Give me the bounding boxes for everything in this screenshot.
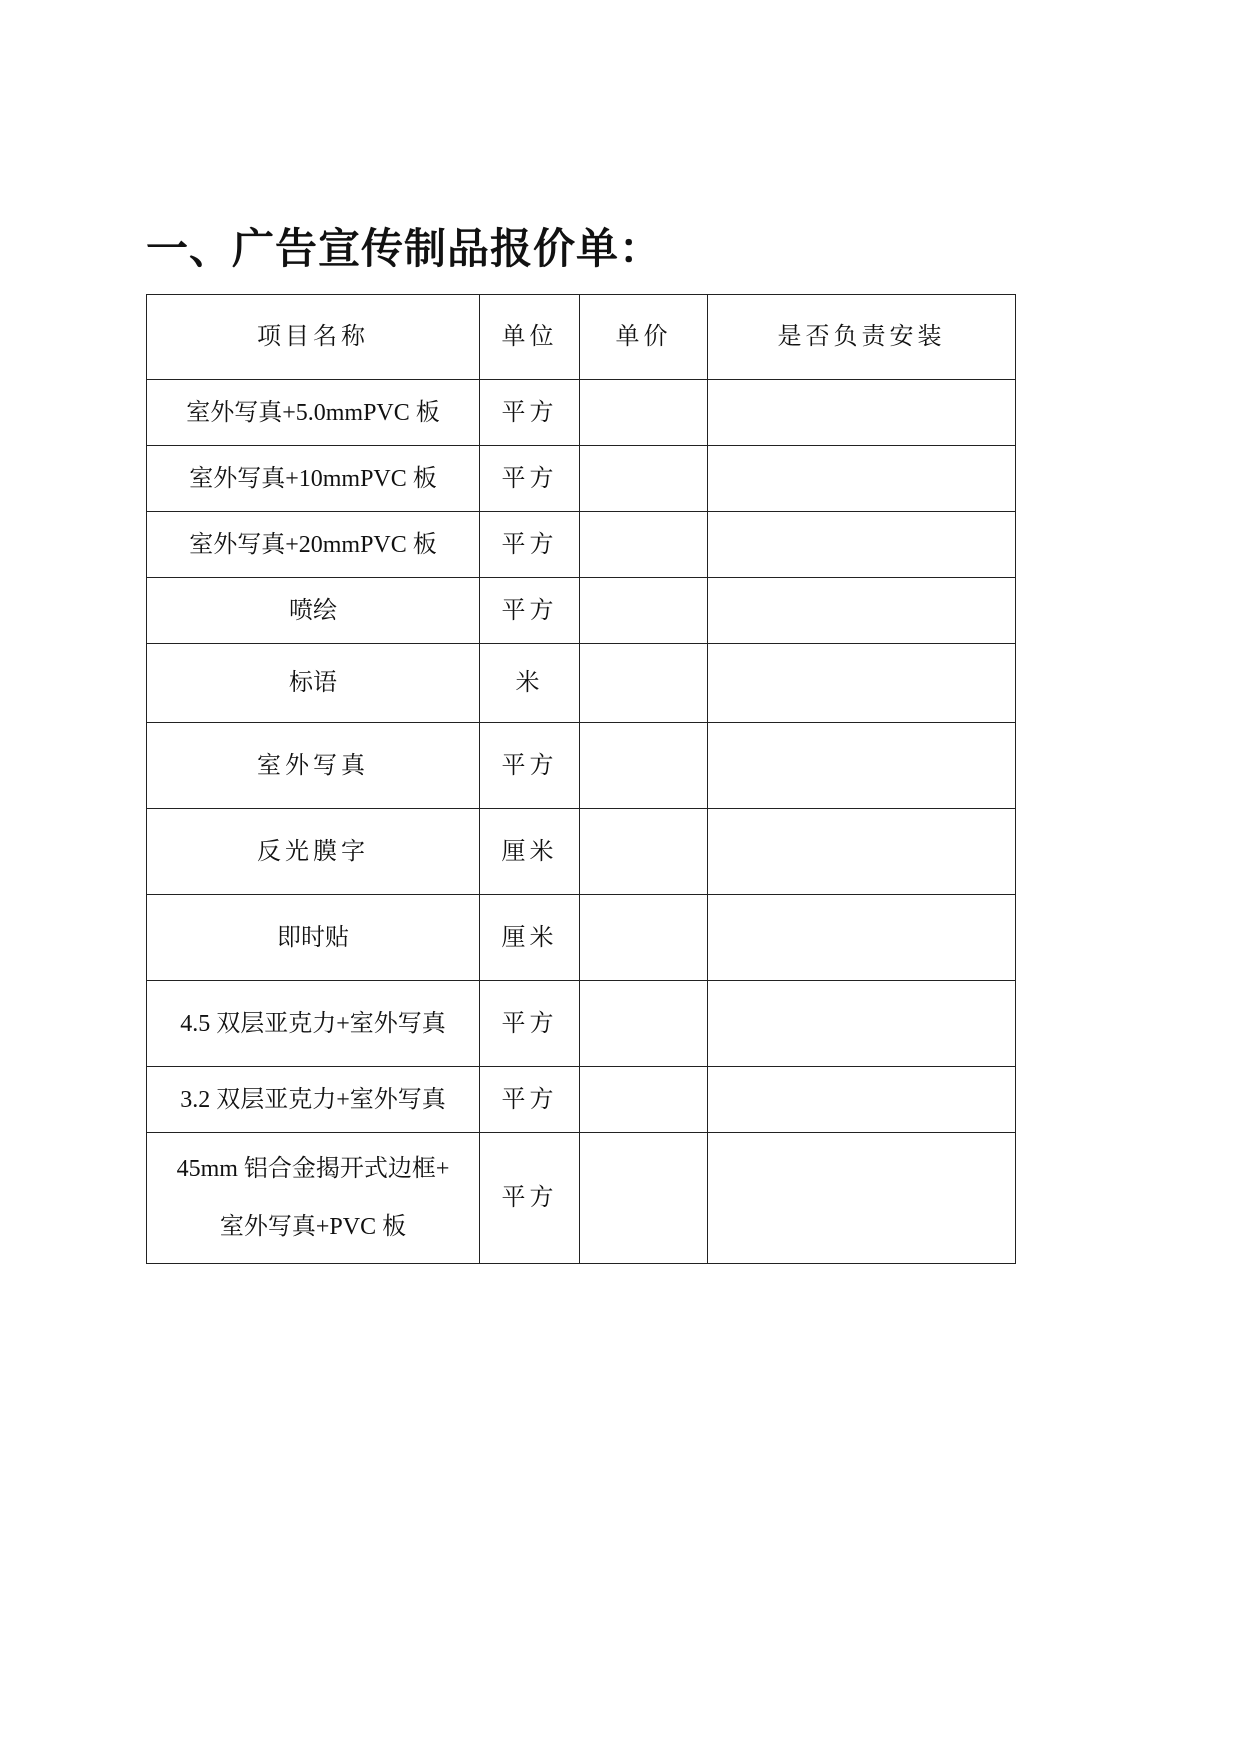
- table-header-row: [147, 295, 1016, 380]
- cell-price: [580, 809, 708, 895]
- table-row: [147, 446, 1016, 512]
- quote-table: [146, 294, 1016, 1264]
- cell-install: [708, 380, 1016, 446]
- cell-price: [580, 981, 708, 1067]
- table-row: [147, 512, 1016, 578]
- cell-item: 4.5 双层亚克力+室外写真: [147, 981, 480, 1067]
- cell-install: [708, 578, 1016, 644]
- cell-price: [580, 578, 708, 644]
- cell-unit: 厘米: [480, 809, 580, 895]
- cell-item: 3.2 双层亚克力+室外写真: [147, 1067, 480, 1133]
- cell-install: [708, 723, 1016, 809]
- cell-unit: 平方: [480, 1133, 580, 1264]
- cell-price: [580, 1133, 708, 1264]
- table-row: [147, 578, 1016, 644]
- cell-install: [708, 1067, 1016, 1133]
- cell-item: 反光膜字: [147, 809, 480, 895]
- table-row: [147, 1067, 1016, 1133]
- cell-price: [580, 512, 708, 578]
- cell-item: [147, 1133, 480, 1264]
- cell-unit: 厘米: [480, 895, 580, 981]
- table-row: [147, 644, 1016, 723]
- cell-price: [580, 895, 708, 981]
- table-row: [147, 1133, 1016, 1264]
- cell-install: [708, 512, 1016, 578]
- table-row: [147, 723, 1016, 809]
- cell-item-line: 45mm 铝合金揭开式边框+: [176, 1156, 450, 1182]
- cell-price: [580, 644, 708, 723]
- cell-install: [708, 446, 1016, 512]
- cell-item: 室外写真+10mmPVC 板: [147, 446, 480, 512]
- cell-unit: 平方: [480, 512, 580, 578]
- cell-install: [708, 1133, 1016, 1264]
- cell-item: 室外写真+5.0mmPVC 板: [147, 380, 480, 446]
- cell-price: [580, 446, 708, 512]
- cell-unit: 平方: [480, 1067, 580, 1133]
- header-unit-price: 单价: [580, 295, 708, 380]
- page-title: 一、广告宣传制品报价单：: [146, 227, 663, 273]
- cell-item: 标语: [147, 644, 480, 723]
- cell-price: [580, 723, 708, 809]
- cell-item: 室外写真+20mmPVC 板: [147, 512, 480, 578]
- cell-item: 喷绘: [147, 578, 480, 644]
- cell-item: 室外写真: [147, 723, 480, 809]
- cell-install: [708, 809, 1016, 895]
- header-unit: 单位: [480, 295, 580, 380]
- table-row: [147, 809, 1016, 895]
- header-item-name: 项目名称: [147, 295, 480, 380]
- cell-unit: 平方: [480, 578, 580, 644]
- cell-unit: 平方: [480, 446, 580, 512]
- table-row: [147, 895, 1016, 981]
- cell-install: [708, 895, 1016, 981]
- cell-item: 即时贴: [147, 895, 480, 981]
- cell-unit: 平方: [480, 723, 580, 809]
- cell-unit: 米: [480, 644, 580, 723]
- table-row: [147, 380, 1016, 446]
- header-install: 是否负责安装: [708, 295, 1016, 380]
- cell-install: [708, 981, 1016, 1067]
- cell-install: [708, 644, 1016, 723]
- cell-item-line: 室外写真+PVC 板: [219, 1214, 407, 1240]
- table-row: [147, 981, 1016, 1067]
- cell-price: [580, 1067, 708, 1133]
- cell-unit: 平方: [480, 981, 580, 1067]
- cell-price: [580, 380, 708, 446]
- cell-unit: 平方: [480, 380, 580, 446]
